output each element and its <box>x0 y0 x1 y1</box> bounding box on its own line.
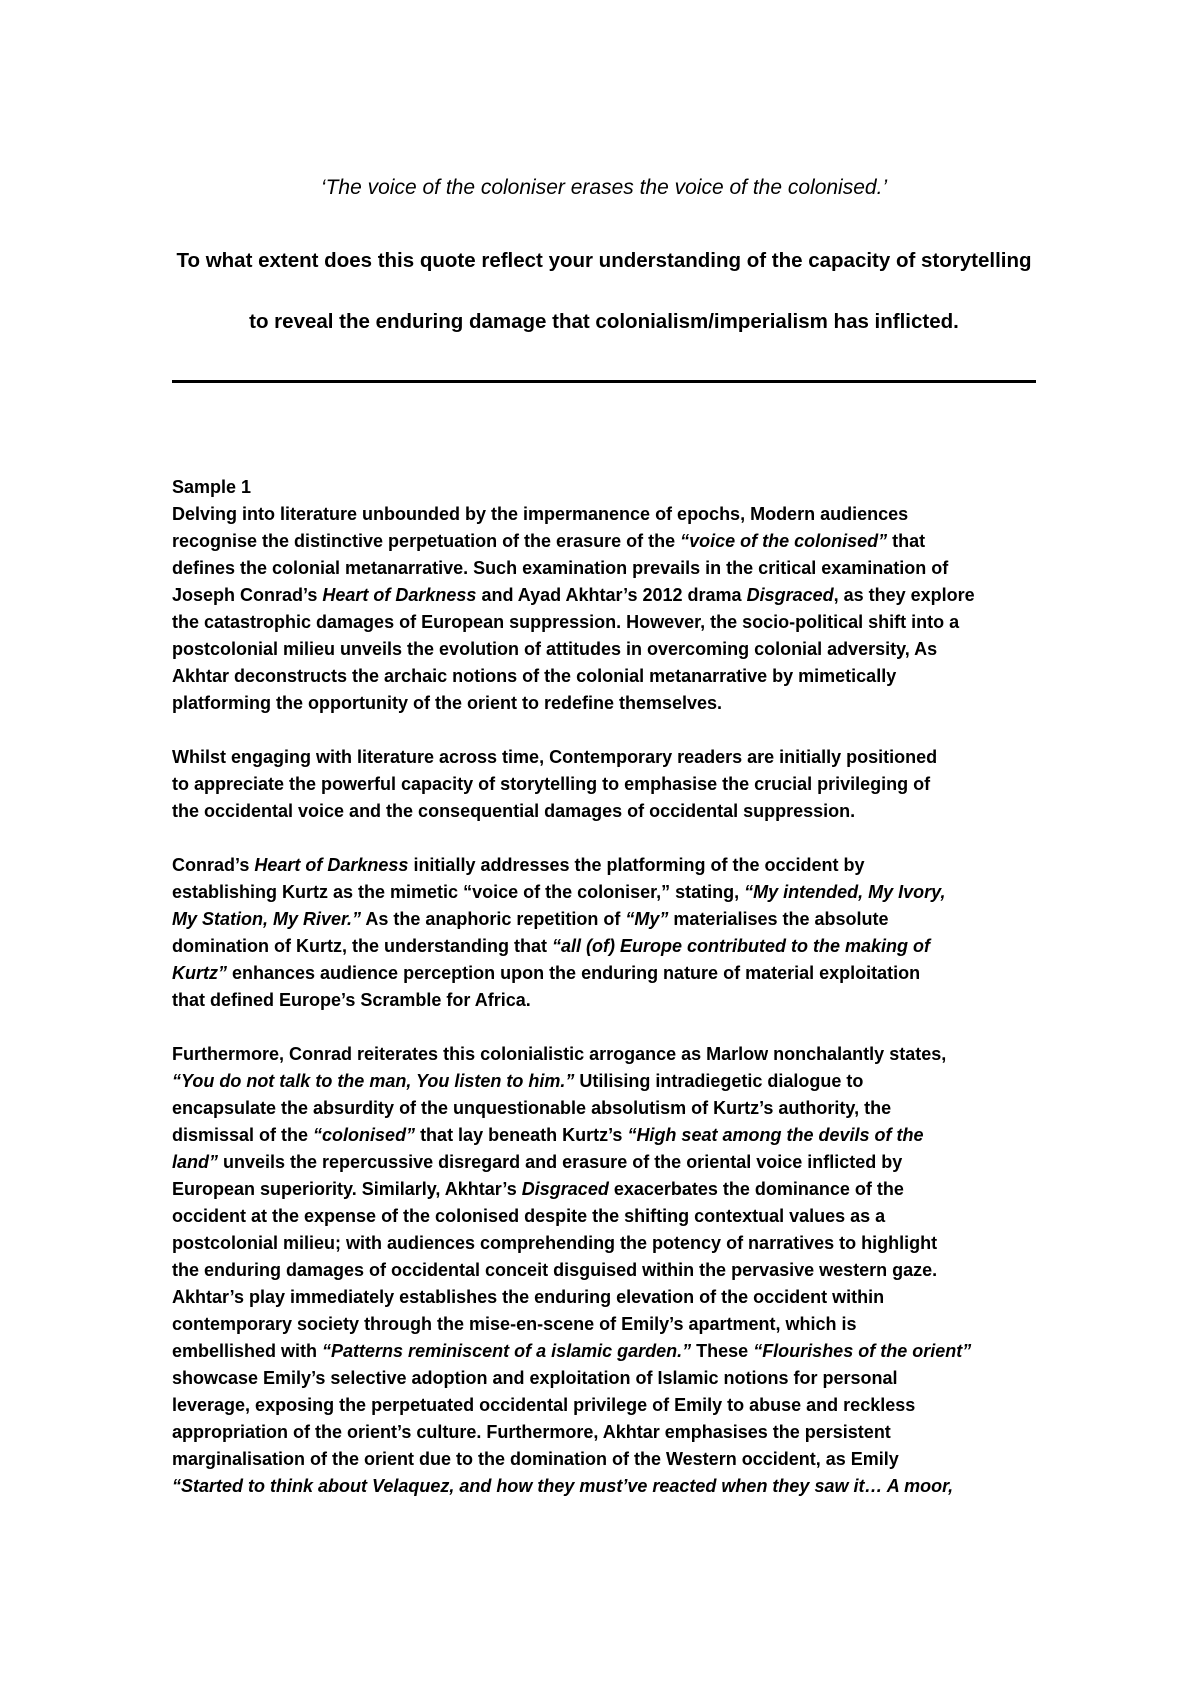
body-text: materialises the absolute <box>668 909 889 929</box>
body-text: the occidental voice and the consequential damages of occidental suppression. <box>172 801 856 821</box>
paragraph-line <box>172 1068 1052 1095</box>
body-text: Utilising intradiegetic dialogue to <box>574 1071 864 1091</box>
paragraph-line <box>172 1203 1052 1230</box>
body-text: marginalisation of the orient due to the domination of the Western occident, as Emily <box>172 1449 899 1469</box>
body-text: , as they explore <box>833 585 975 605</box>
body-text: domination of Kurtz, the understanding that <box>172 936 552 956</box>
body-text: enhances audience perception upon the enduring nature of material exploitation <box>227 963 921 983</box>
essay-body <box>172 474 1052 1500</box>
paragraph-line <box>172 1122 1052 1149</box>
body-text: stating, <box>670 882 745 902</box>
quoted-text: “Started to think about Velaquez, and how they must’ve reacted when they saw it… A moor, <box>172 1476 954 1496</box>
quoted-text: “High seat among the devils of the <box>627 1125 924 1145</box>
paragraph-line <box>172 1095 1052 1122</box>
quoted-text: land” <box>172 1152 219 1172</box>
paragraph-line <box>172 501 1052 528</box>
body-text: Whilst engaging with literature across time, Contemporary readers are initially positioned <box>172 747 938 767</box>
essay-quote: ‘The voice of the coloniser erases the voice of the colonised.’ <box>320 176 888 199</box>
body-text: showcase Emily’s selective adoption and exploitation of Islamic notions for personal <box>172 1368 898 1388</box>
quoted-text: “You do not talk to the man, You listen to him.” <box>172 1071 575 1091</box>
paragraph-line <box>172 555 1052 582</box>
paragraph-line <box>172 879 1052 906</box>
paragraph-line <box>172 1419 1052 1446</box>
body-text: appropriation of the orient’s culture. Furthermore, Akhtar emphasises the persistent <box>172 1422 891 1442</box>
paragraph-line <box>172 1338 1052 1365</box>
quoted-text: My Station, My River.” <box>172 909 362 929</box>
body-text: that defined Europe’s Scramble for Africa. <box>172 990 531 1010</box>
body-text: “voice of the coloniser,” <box>463 882 671 902</box>
quoted-text: Kurtz” <box>172 963 227 983</box>
body-text: embellished with <box>172 1341 323 1361</box>
body-text: and Ayad Akhtar’s 2012 drama <box>476 585 747 605</box>
paragraph-line <box>172 1041 1052 1068</box>
paragraph-gap <box>172 717 1052 744</box>
paragraph-line <box>172 1149 1052 1176</box>
paragraph-line <box>172 906 1052 933</box>
quoted-text: “My” <box>625 909 669 929</box>
body-text: dismissal of the <box>172 1125 314 1145</box>
paragraph-line <box>172 744 1052 771</box>
body-text: the catastrophic damages of European suppression. However, the socio-political shift into a <box>172 612 960 632</box>
quoted-text: “My intended, My Ivory, <box>744 882 946 902</box>
essay-header <box>172 168 1036 352</box>
essay-paragraph <box>172 501 1052 717</box>
body-text: postcolonial milieu; with audiences comprehending the potency of narratives to highlight <box>172 1233 938 1253</box>
quoted-text: Disgraced <box>746 585 834 605</box>
body-text: platforming the opportunity of the orient to redefine themselves. <box>172 693 723 713</box>
body-text: European superiority. Similarly, Akhtar’s <box>172 1179 522 1199</box>
paragraph-line <box>172 771 1052 798</box>
body-text: postcolonial milieu unveils the evolution of attitudes in overcoming colonial adversity, As <box>172 639 938 659</box>
paragraph-line <box>172 1284 1052 1311</box>
essay-question: To what extent does this quote reflect your understanding of the capacity of storytelling to reveal the enduring damage that colonialism/imperialism has inflicted. <box>176 249 1032 333</box>
paragraph-line <box>172 1230 1052 1257</box>
body-text: Joseph Conrad’s <box>172 585 323 605</box>
quoted-text: Heart of Darkness <box>322 585 477 605</box>
body-text: recognise the distinctive perpetuation of the erasure of the <box>172 531 681 551</box>
quoted-text: “Patterns reminiscent of a islamic garden.” <box>322 1341 692 1361</box>
paragraph-line <box>172 1446 1052 1473</box>
quoted-text: Heart of Darkness <box>254 855 409 875</box>
paragraph-line <box>172 960 1052 987</box>
paragraph-gap <box>172 825 1052 852</box>
essay-paragraph <box>172 744 1052 825</box>
paragraph-line <box>172 1257 1052 1284</box>
paragraph-line <box>172 1473 1052 1500</box>
paragraph-line <box>172 1311 1052 1338</box>
body-text: As the anaphoric repetition of <box>361 909 626 929</box>
header-divider <box>172 380 1036 383</box>
body-text: to appreciate the powerful capacity of storytelling to emphasise the crucial privileging of <box>172 774 931 794</box>
paragraph-line <box>172 852 1052 879</box>
essay-paragraph <box>172 852 1052 1014</box>
body-text: that lay beneath Kurtz’s <box>415 1125 628 1145</box>
body-text: Delving into literature unbounded by the impermanence of epochs, Modern audiences <box>172 504 909 524</box>
paragraph-line <box>172 1392 1052 1419</box>
paragraph-line <box>172 609 1052 636</box>
paragraph-line <box>172 636 1052 663</box>
quoted-text: “Flourishes of the orient” <box>753 1341 972 1361</box>
paragraph-line <box>172 1365 1052 1392</box>
body-text: These <box>691 1341 754 1361</box>
body-text: contemporary society through the mise-en-scene of Emily’s apartment, which is <box>172 1314 857 1334</box>
body-text: occident at the expense of the colonised despite the shifting contextual values as a <box>172 1206 886 1226</box>
paragraph-line <box>172 987 1052 1014</box>
body-text: Akhtar deconstructs the archaic notions of the colonial metanarrative by mimetically <box>172 666 897 686</box>
paragraph-line <box>172 798 1052 825</box>
paragraph-line <box>172 663 1052 690</box>
body-text: initially addresses the platforming of the occident by <box>408 855 865 875</box>
quoted-text: “voice of the colonised” <box>680 531 888 551</box>
body-text: unveils the repercussive disregard and erasure of the oriental voice inflicted by <box>218 1152 903 1172</box>
quoted-text: “all (of) Europe contributed to the making of <box>551 936 930 956</box>
body-text: establishing Kurtz as the mimetic <box>172 882 464 902</box>
paragraph-line <box>172 582 1052 609</box>
body-text: the enduring damages of occidental conceit disguised within the pervasive western gaze. <box>172 1260 938 1280</box>
paragraph-gap <box>172 1014 1052 1041</box>
paragraph-line <box>172 690 1052 717</box>
paragraph-line <box>172 1176 1052 1203</box>
essay-paragraph <box>172 1041 1052 1500</box>
body-text: exacerbates the dominance of the <box>608 1179 904 1199</box>
body-text: Conrad’s <box>172 855 255 875</box>
body-text: leverage, exposing the perpetuated occidental privilege of Emily to abuse and reckless <box>172 1395 916 1415</box>
body-text: encapsulate the absurdity of the unquestionable absolutism of Kurtz’s authority, the <box>172 1098 892 1118</box>
body-text: Akhtar’s play immediately establishes the enduring elevation of the occident within <box>172 1287 885 1307</box>
sample-title: Sample 1 <box>172 477 252 497</box>
essay-paragraphs <box>172 501 1052 1500</box>
quoted-text: Disgraced <box>521 1179 609 1199</box>
paragraph-line <box>172 528 1052 555</box>
paragraph-line <box>172 933 1052 960</box>
body-text: that <box>887 531 926 551</box>
body-text: defines the colonial metanarrative. Such examination prevails in the critical examination of <box>172 558 949 578</box>
quoted-text: “colonised” <box>313 1125 416 1145</box>
body-text: Furthermore, Conrad reiterates this colonialistic arrogance as Marlow nonchalantly states, <box>172 1044 947 1064</box>
